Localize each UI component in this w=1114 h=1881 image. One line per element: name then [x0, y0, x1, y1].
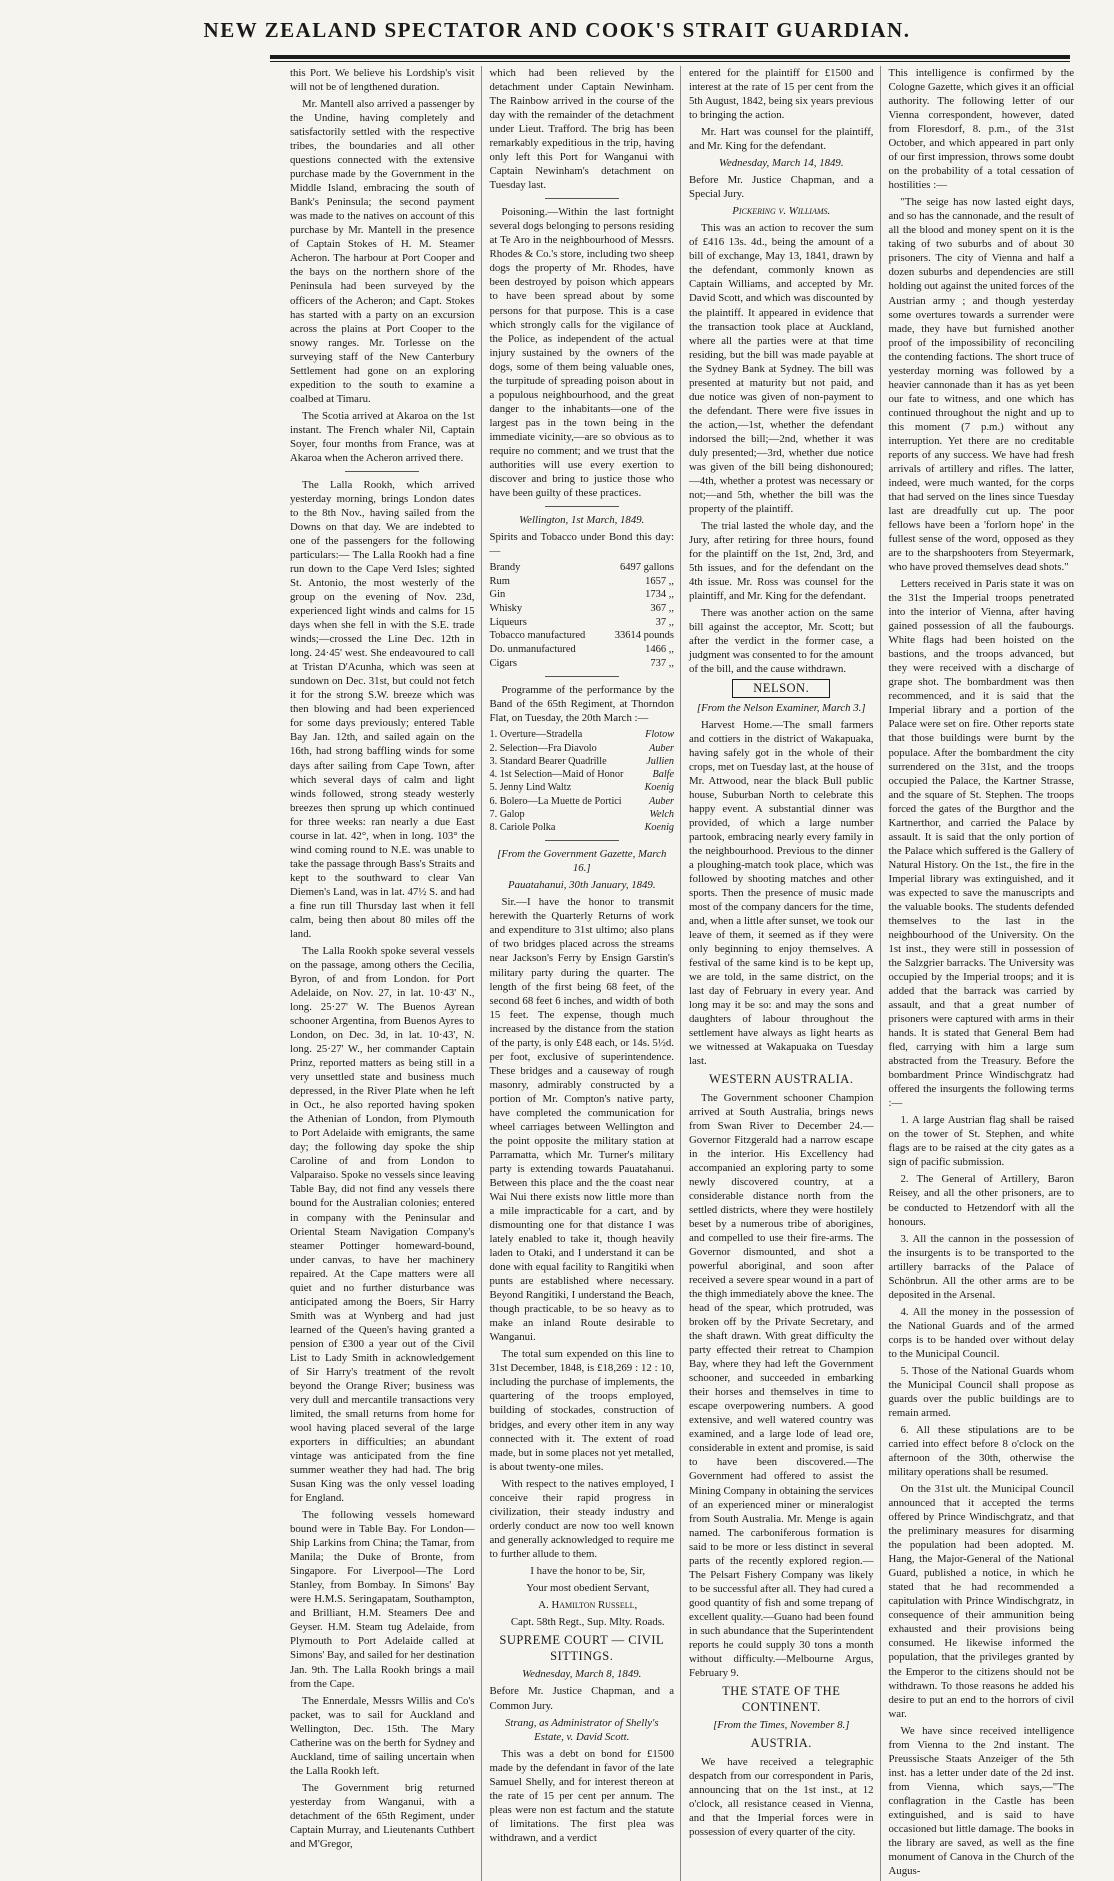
article-text: The Scotia arrived at Akaroa on the 1st instant. The French whaler Nil, Captain Soyer, four months from France, was at Akaroa when the Acheron arrived there. [290, 409, 475, 464]
article-text: There was another action on the same bill against the acceptor, Mr. Scott; but after the verdict in the former case, a judgment was consented to for the amount of the bill, and the cause withdrawn. [689, 607, 874, 676]
case-title: Strang, as Administrator of Shelly's Estate, v. David Scott. [504, 1716, 659, 1743]
article-text: This was a debt on bond for £1500 made by the defendant in favor of the late Samuel Shelly, and for interest thereon at the rate of 15 per cent per annum. The pleas were non est factum and the statute of limitations. The first plea was withdrawn, and a verdict [489, 1747, 674, 1844]
article-text: We have since received intelligence from Vienna to the 2nd instant. The Preussische Staats Anzeiger of the 5th inst. has a letter under date of the 2d inst. from Vienna, which says,—"The conflagration in the Castle has been extinguished, and is said to have occasioned but little damage. The books in the library are saved, as well as the fine monument of Canova in the Church of the Augus- [888, 1724, 1074, 1877]
article-text: With respect to the natives employed, I conceive their rapid progress in civilization, their steady industry and orderly conduct are now too well known and generally acknowledged to require me to further allude to them. [489, 1477, 674, 1560]
bond-row: Do. unmanufactured 1466 ,, [489, 643, 674, 655]
separator [345, 471, 419, 472]
article-text: entered for the plaintiff for £1500 and interest at the rate of 15 per cent from the 5th August, 1842, being six years previous to bringing the action. [689, 67, 874, 122]
column-2 [490, 66, 682, 1881]
article-text: The Government schooner Champion arrived at South Australia, brings news from Swan River to December 24.—Governor Fitzgerald had a narrow escape in the interior. His Excellency had accompanied an exploring party to some newly discovered country, at a considerable distance north from the settled districts, where they were hostilely beset by a numerous tribe of aborigines, and compelled to use their fire-arms. The Governor dismounted, and shot a powerful aboriginal, and soon after received a severe spear wound in a part of the thigh immediately above the knee. The head of the spear, which protruded, was broken off by the Private Secretary, and the shaft drawn. With great difficulty the party effected their retreat to Champion Bay, where they had left the Government schooner, and succeeded in embarking their horses and themselves in time to escape overpowering numbers. A good extensive, and well watered country was examined, and a large lode of lead ore, considerable in extent and promise, is said to have been discovered.—The Government had offered to assist the Mining Company in obtaining the services of an experienced miner or mineralogist from South Australia. Mr. Menge is again named. The carboniferous formation is said to be more or less distinct in several parts of the recently explored region.—The Pelsart Fishery Company was likely to be successful after all. They had cured a good quantity of fish and some trepang of excellent quality.—Guano had been found in such abundance that the Superintendent reports he could supply 30 tons a month without difficulty.—Melbourne Argus, February 9. [689, 1091, 874, 1679]
article-text: Poisoning.—Within the last fortnight several dogs belonging to persons residing at Te Aro in the neighbourhood of Messrs. Rhodes & Co.'s store, including two sheep dogs the property of Mr. Rhodes, have been destroyed by poison which appears to have been spread about by some persons for that purpose. This is a case which strongly calls for the vigilance of the Police, as independent of the actual injury sustained by the owners of the dogs, some of them being valuable ones, the turpitude of spreading poison about in a populous neighbourhood, and the great danger to the inhabitants—one of the largest pas in the town being in the immediate vicinity,—are so obvious as to require no comment; and we trust that the authorities will use every exertion to discover and bring to justice those who have been guilty of these practices. [489, 206, 674, 499]
article-text: this Port. We believe his Lordship's visit will not be of lengthened duration. [290, 67, 475, 94]
nelson-heading: NELSON. [732, 679, 830, 697]
terms-item: 2. The General of Artillery, Baron Reisey, and all the other prisoners, are to be conducted to Hetzendorf with all the honours. [888, 1173, 1074, 1228]
column-1 [290, 66, 482, 1881]
article-text: This intelligence is confirmed by the Cologne Gazette, which gives it an official authority. The following letter of our Vienna correspondent, however, dated from Floresdorf, 8. p.m., of the 31st October, and which appeared in part only of our first impression, throws some doubt on the probability of a total cessation of hostilities :— [888, 67, 1074, 192]
source-line: [From the Nelson Examiner, March 3.] [696, 701, 866, 714]
signature-line: I have the honor to be, Sir, [530, 1564, 646, 1577]
article-text: The Lalla Rookh, which arrived yesterday morning, brings London dates to the 8th Nov., having sailed from the Downs on that day. We are indebted to one of the passengers for the following particulars:— The Lalla Rookh had a fine run down to the Cape Verd Isles; sighted St. Antonio, the most westerly of the group on the evening of Nov. 23d, experienced light winds and calms for 15 days when she fell in with the S.E. trade winds;—crossed the Line Dec. 12th in long. 24·45' west. She endeavoured to call at Tristan D'Acunha, which was seen at sundown on Dec. 31st, but could not fetch it for the strong S.W. breeze which was then blowing and had been experienced for some days previously; entered Table Bay Jan. 12th, and sailed again on the 16th, had strong baffling winds for some days after sailing from Cape Town, after which several days of calm and light winds followed, strong steady westerly breezes then sprung up which continued for three weeks: ran nearly a due East course in lat. 42°, when in long. 103° the wind coming round to N.E. was unable to take the passage through Bass's Straits and kept to the southward to clear Van Diemen's Land, was in lat. 47½ S. and had a fine run till Thursday last when it fell calm, being then about 80 miles off the land. [290, 478, 475, 940]
article-text: We have received a telegraphic despatch from our correspondent in Paris, announcing that on the 1st inst., at 12 o'clock, all resistance ceased in Vienna, and that the Imperial forces were in possession of every quarter of the city. [689, 1755, 874, 1838]
separator [545, 506, 619, 507]
court-date: Wednesday, March 14, 1849. [718, 157, 844, 170]
column-4 [889, 66, 1081, 1881]
programme-item: 8. Cariole Polka Koenig [489, 822, 674, 833]
article-text: The Ennerdale, Messrs Willis and Co's packet, was to sail for Auckland and Wellington, Dec. 15th. The Mary Catherine was on the berth for Sydney and Auckland, time of sailing uncertain when the Lalla Rookh left. [290, 1694, 475, 1777]
case-title: Pickering v. Williams. [732, 205, 831, 218]
terms-item: 6. All these stipulations are to be carried into effect before 8 o'clock on the afternoon of the 30th, otherwise the military operations shall be resumed. [888, 1423, 1074, 1479]
article-text: Mr. Hart was counsel for the plaintiff, and Mr. King for the defendant. [689, 126, 874, 153]
separator [545, 198, 619, 199]
bond-date: Wellington, 1st March, 1849. [519, 513, 645, 526]
letter-date: Pauatahanui, 30th January, 1849. [507, 879, 656, 892]
article-text: The Government brig returned yesterday from Wanganui, with a detachment of the 65th Regiment, under Captain Murray, and Lieutenants Cuthbert and M'Gregor, [290, 1781, 475, 1850]
terms-item: 3. All the cannon in the possession of the insurgents is to be transported to the artillery barracks of the Palace of Schönbrun. All the other arms are to be deposited in the Arsenal. [888, 1232, 1074, 1301]
programme-item: 1. Overture—Stradella Flotow [489, 729, 674, 741]
separator [545, 676, 619, 677]
column-3 [689, 66, 881, 1881]
separator [545, 840, 619, 841]
article-text: which had been relieved by the detachment under Captain Newinham. The Rainbow arrived in the course of the day with the remainder of the detachment under Lieut. Trafford. The brig has been remarkably expeditious in the trip, having only left this Port for Wanganui with Captain Newinham's detachment on Tuesday last. [489, 67, 674, 192]
programme-item: 6. Bolero—La Muette de Portici Auber [489, 795, 674, 807]
programme-intro: Programme of the performance by the Band of the 65th Regiment, at Thorndon Flat, on Tuesday, the 20th March :— [489, 684, 674, 725]
signature-line: Your most obedient Servant, [526, 1581, 650, 1594]
programme-item: 4. 1st Selection—Maid of Honor Balfe [489, 769, 674, 780]
article-text: The total sum expended on this line to 31st December, 1848, is £18,269 : 12 : 10, including the purchase of implements, the quartering of the troops employed, building of stockades, construction of bridges, and every other item in any way connected with it. The extent of road made, but in some places not yet metalled, is about twenty-one miles. [489, 1348, 674, 1473]
bond-row: Whisky 367 ,, [489, 602, 674, 614]
bond-row: Tobacco manufactured 33614 pounds [489, 630, 674, 642]
article-text: The following vessels homeward bound were in Table Bay. For London—Ship Larkins from China; the Tamar, from Manila; the Duke of Bronte, from Singapore. For Liverpool—The Lord Stanley, from Bombay. In Simons' Bay were H.M.S. Seringapatam, Southampton, and Brilliant, H.M. Steamers Dee and Geyser. H.M. Steam tug Adelaide, from Plymouth to Port Adelaide called at Simons' Bay, and sailed for her destination Jan. 9th. The Lalla Rookh brings a mail from the Cape. [290, 1509, 475, 1690]
masthead: NEW ZEALAND SPECTATOR AND COOK'S STRAIT GUARDIAN. [203, 18, 911, 42]
source-line: [From the Times, November 8.] [713, 1719, 850, 1732]
section-heading: THE STATE OF THE CONTINENT. [722, 1683, 841, 1715]
programme-item: 5. Jenny Lind Waltz Koenig [489, 782, 674, 794]
article-text: "The seige has now lasted eight days, and so has the cannonade, and the result of all the blood and money spent on it is the taking of two suburbs and of about 30 prisoners. The city of Vienna and half a dozen suburbs and dependencies are still holding out against the united forces of the Austrian army ; and though yesterday some overtures towards a surrender were made, they have but furnished another proof of the impossibility of reconciling the contending factions. The short truce of yesterday morning was followed by a heavier cannonade than it has as yet been our fate to witness, and one which has continued throughout the night and up to this moment (7 p.m.) without any interruption. Yet there are no creditable reports of any success. We have had fresh arrivals of artillery and rifles. The latter, indeed, were much wanted, for the corps that had served on the lines since Tuesday last are dreadfully cut up. The poor fellows have been a 'forlorn hope' in the fullest sense of the word, opposed as they are to the sharpshooters from Steyermark, who have proved themselves dead shots." [888, 196, 1074, 574]
columns [290, 66, 1080, 1877]
terms-item: 1. A large Austrian flag shall be raised on the tower of St. Stephen, and white flags are to be raised at the city gates as a sign of pacific submission. [888, 1114, 1074, 1169]
terms-item: 4. All the money in the possession of the National Guards and of the armed corps is to be handed over without delay to the Municipal Council. [888, 1305, 1074, 1360]
terms-item: 5. Those of the National Guards whom the Municipal Council shall propose as guards over the public buildings are to remain armed. [888, 1364, 1074, 1419]
article-text: The Lalla Rookh spoke several vessels on the passage, among others the Cecilia, Byron, of and from London. for Port Adelaide, on Nov. 27, in lat. 10·43' N., long. 25·27' W. The Buenos Ayrean schooner Argentina, from Buenos Ayres to London, on Dec. 3d, in lat. 10·43', N. long. 25·27' W., her commander Captain Prinz, reported matters as being still in a very unsettled state and business much depressed, in the River Plate when he left in Oct., he also reported having spoken the Athenian of London, from Plymouth to Port Adelaide with emigrants, the same day; the following day spoke the ship Caroline of and from London to Valparaiso. Spoke no vessels since leaving Table Bay, did not find any vessels there bound for the Australian colonies; entered in company with the Peninsular and Oriental Steam Navigation Company's steamer Pottinger homeward-bound, under canvas, to have her machinery repaired. At the Cape matters were all quiet and no further disturbance was anticipated among the Boers, Sir Harry Smith was at Wynberg and had just learned of the Queen's having granted a pension of £300 a year out of the Civil List to Lady Smith in acknowledgement of Sir Harry's treatment of the revolt beyond the Orange River; business was very dull and mercantile transactions very limited, the small returns from home for wool having placed several of the large exporters in difficulties; an abundant vintage was anticipated from the fine summer weather they had had. The brig Susan King was the only vessel loading for England. [290, 944, 475, 1505]
court-before: Before Mr. Justice Chapman, and a Common Jury. [489, 1685, 674, 1712]
court-date: Wednesday, March 8, 1849. [522, 1668, 642, 1681]
programme-item: 7. Galop Welch [489, 808, 674, 820]
bond-table [490, 561, 675, 670]
article-text: Letters received in Paris state it was on the 31st the Imperial troops penetrated into the interior of Vienna, after having gained possession of all the faubourgs. White flags had been hoisted on the bastions, and the troops advanced, but they were received with a discharge of grape shot. The bombardment was then recommenced, and it is said that the Imperial library and a portion of the Palace were set on fire. Other reports state that those buildings were burnt by the populace. After the bombardment the city surrendered on the 31st, and the troops occupied the Palace, the Kartner Strasse, and the square of St. Stephen. The troops forced the gates of the Burgthor and the Kartnerthor, and carried the Palace by assault. It is said that the only portion of the Palace which suffered is the Gallery of Natural History. On the 1st., the fire in the Imperial library was extinguished, and it was expected to save the manuscripts and the valuable books. The students defended themselves to the last in the neighbourhood of the University. On the 1st inst., they were still in possession of the Salzgrier barracks. The University was occupied by the Imperial troops; and it is added that the barrack was carried by assault, and that a great number of prisoners were captured with arms in their hands. It is stated that General Bem had fled, carrying with him a large sum abstracted from the Treasury. Before the bombardment Prince Windischgratz had offered the insurgents the following terms :— [888, 578, 1074, 1110]
bond-row: Rum 1657 ,, [489, 575, 674, 587]
gazette-source: [From the Government Gazette, March 16.] [497, 848, 667, 875]
programme-list [490, 728, 675, 834]
signature-title: Capt. 58th Regt., Sup. Mlty. Roads. [510, 1615, 665, 1628]
programme-item: 2. Selection—Fra Diavolo Auber [489, 742, 674, 754]
bond-row: Liqueurs 37 ,, [489, 616, 674, 628]
section-heading: SUPREME COURT — CIVIL SITTINGS. [499, 1632, 665, 1664]
programme-item: 3. Standard Bearer Quadrille Jullien [489, 755, 674, 767]
bond-row: Brandy 6497 gallons [489, 562, 674, 574]
masthead-rule [270, 55, 1070, 59]
section-heading: AUSTRIA. [750, 1736, 812, 1751]
article-text: The trial lasted the whole day, and the Jury, after retiring for three hours, found for the plaintiff on the 1st, 2nd, 3rd, and 5th issues, and for the defendant on the 4th issue. Mr. Ross was counsel for the plaintiff, and Mr. King for the defendant. [689, 519, 874, 603]
bond-row: Cigars 737 ,, [489, 657, 674, 669]
court-before: Before Mr. Justice Chapman, and a Special Jury. [689, 174, 874, 201]
section-heading: WESTERN AUSTRALIA. [709, 1072, 854, 1087]
section-heading [689, 679, 874, 697]
article-text: This was an action to recover the sum of £416 13s. 4d., being the amount of a bill of exchange, May 13, 1841, drawn by the defendant, commonly known as Captain Williams, and accepted by Mr. David Scott, and which was discounted by the plaintiff. It appeared in evidence that the transaction took place at Auckland, where all the parties were at that time residing, but the bill was made payable at the Sydney Bank at Sydney. The bill was presented at maturity but not paid, and due notice was given of non-payment to the defendant. There were five issues in the action,—1st, whether the defendant indorsed the bill;—2nd, whether it was duly presented;—3rd, whether due notice was given of the bill being dishonoured;—4th, whether a protest was necessary or not;—and 5th, whether the bill was the property of the plaintiff. [689, 222, 874, 515]
article-text: Harvest Home.—The small farmers and cottiers in the district of Wakapuaka, having safely got in the whole of their crops, met on Tuesday last, at the house of Mr. Attwood, near the black Bull public house, Suburban North to celebrate this happy event. A substantial dinner was provided, of which a large number partook, embracing nearly every family in the neighbourhood. Previous to the dinner a ploughing-match took place, which was followed by shooting matches and other sports. Then the presence of music made most of the company dancers for the time, and, when a little after sunset, we took our leave of them, it seemed as if they were only beginning to enjoy themselves. A festival of the same kind is to be kept up, we are told, in the same district, on the last day of February in every year. And long may it be so: and may the sons and daughters of labour throughout the settlement have always as light hearts as we witnessed at Wakapuaka on Tuesday last. [689, 718, 874, 1068]
signature-name: A. Hamilton Russell, [538, 1598, 638, 1611]
article-text: On the 31st ult. the Municipal Council announced that it accepted the terms offered by Prince Windischgratz, and that the preliminary measures for disarming the population had been adopted. M. Hang, the Major-General of the National Guard, published a notice, in which he stated that he had recommended a capitulation with Prince Windischgratz, in consequence of their ammunition being exhausted and their provisions being consumed. He likewise informed the population, that the privileges granted by the Emperor to the citizens should not be withdrawn. To those reasons he added his desire to put an end to the horrors of civil war. [888, 1483, 1074, 1720]
bond-heading: Spirits and Tobacco under Bond this day:— [489, 530, 674, 557]
masthead-rule-thin [270, 61, 1070, 62]
article-text: Sir.—I have the honor to transmit herewith the Quarterly Returns of work and expenditure to 31st ultimo; also plans of two bridges placed across the streams near Jackson's Ferry by Ensign Garstin's military party during the quarter. The length of the first being 68 feet, of the second 68 feet 6 inches, and width of both 15 feet. The expense, though much increased by the distance from the station of the party, is only £48 each, or 14s. 5½d. per foot, exclusive of superintendence. These bridges and a causeway of rough masonry, admirably constructed by a portion of Mr. Compton's native party, have completed the communication for wheel carriages between Wellington and the point opposite the military station at Parramatta, which Mr. Turner's military party is extending towards Pauatahanui. Between this place and the the coast near Wai Nui there exists now little more than a mile impracticable for a cart, and by dismounting one for that distance I was lately enabled to take it, though heavily laden to Otaki, and I understand it can be done with equal facility to Rangitiki when punts are established where necessary. Beyond Rangitiki, I understand the Beach, though practicable, to be so heavy as to make an inland Route desirable to Wanganui. [489, 896, 674, 1344]
bond-row: Gin 1734 ,, [489, 589, 674, 601]
article-text: Mr. Mantell also arrived a passenger by the Undine, having completely and satisfactorily settled with the respective tribes, the boundaries and all other questions connected with the extensive purchase made by the Government in the Middle Island, embracing the south of Bank's Peninsula; the second payment was made to the natives on account of this purchase by Mr. Mantell in the presence of Captain Stokes of H. M. Steamer Acheron. The harbour at Port Cooper and the bays on the northern shore of the Peninsula had been surveyed by the officers of the Acheron; and Capt. Stokes has started with a party on an excursion across the plains at Port Cooper to the snowy ranges. Mr. Torlesse on the surveying staff of the New Canterbury Settlement had gone on an exploring expedition to the south to examine a coalbed at Timaru. [290, 98, 475, 405]
